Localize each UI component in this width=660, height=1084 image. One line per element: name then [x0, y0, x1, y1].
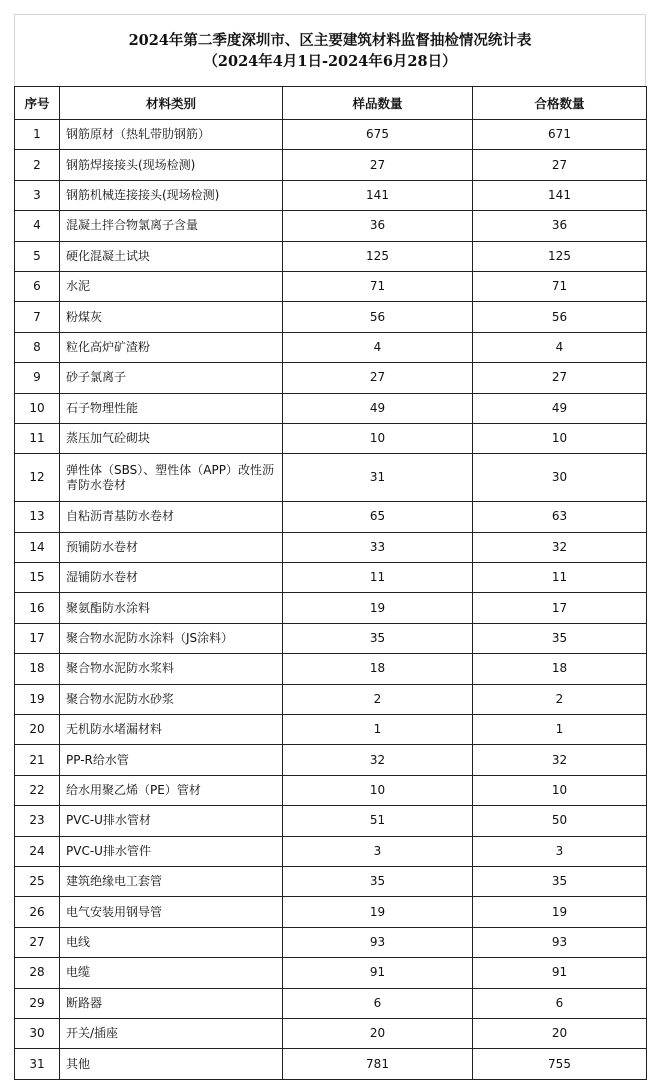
row-no: 22	[15, 775, 60, 805]
row-sample-count: 3	[283, 836, 473, 866]
row-pass-count: 36	[473, 211, 647, 241]
row-no: 21	[15, 745, 60, 775]
row-pass-count: 27	[473, 363, 647, 393]
row-sample-count: 49	[283, 393, 473, 423]
row-sample-count: 27	[283, 363, 473, 393]
row-no: 11	[15, 423, 60, 453]
row-no: 27	[15, 927, 60, 957]
row-pass-count: 30	[473, 454, 647, 502]
table-row	[15, 684, 647, 714]
table-row	[15, 454, 647, 502]
table-row	[15, 1018, 647, 1048]
header-no: 序号	[15, 87, 60, 120]
table-row	[15, 211, 647, 241]
row-no: 15	[15, 563, 60, 593]
row-pass-count: 49	[473, 393, 647, 423]
row-material-name: 开关/插座	[60, 1018, 283, 1048]
row-material-name: 粒化高炉矿渣粉	[60, 332, 283, 362]
row-no: 24	[15, 836, 60, 866]
row-no: 31	[15, 1049, 60, 1079]
row-pass-count: 35	[473, 866, 647, 896]
header-material-category: 材料类别	[60, 87, 283, 120]
row-no: 18	[15, 654, 60, 684]
row-pass-count: 50	[473, 806, 647, 836]
table-row	[15, 623, 647, 653]
row-material-name: 钢筋机械连接接头(现场检测)	[60, 180, 283, 210]
row-material-name: 电缆	[60, 958, 283, 988]
inspection-table	[14, 86, 647, 1080]
table-row	[15, 988, 647, 1018]
row-no: 25	[15, 866, 60, 896]
row-material-name: 石子物理性能	[60, 393, 283, 423]
table-row	[15, 502, 647, 532]
row-material-name: 聚合物水泥防水涂料（JS涂料）	[60, 623, 283, 653]
row-no: 5	[15, 241, 60, 271]
row-sample-count: 19	[283, 593, 473, 623]
table-row	[15, 593, 647, 623]
row-sample-count: 10	[283, 775, 473, 805]
table-row	[15, 120, 647, 150]
row-pass-count: 11	[473, 563, 647, 593]
row-sample-count: 56	[283, 302, 473, 332]
row-material-name: 建筑绝缘电工套管	[60, 866, 283, 896]
row-pass-count: 3	[473, 836, 647, 866]
row-material-name: 混凝土拌合物氯离子含量	[60, 211, 283, 241]
row-sample-count: 32	[283, 745, 473, 775]
row-sample-count: 27	[283, 150, 473, 180]
row-material-name: 预铺防水卷材	[60, 532, 283, 562]
table-row	[15, 715, 647, 745]
table-row	[15, 332, 647, 362]
row-sample-count: 35	[283, 623, 473, 653]
table-row	[15, 836, 647, 866]
row-pass-count: 71	[473, 271, 647, 301]
row-sample-count: 93	[283, 927, 473, 957]
row-sample-count: 91	[283, 958, 473, 988]
row-pass-count: 4	[473, 332, 647, 362]
row-no: 6	[15, 271, 60, 301]
row-no: 16	[15, 593, 60, 623]
row-pass-count: 6	[473, 988, 647, 1018]
row-material-name: 湿铺防水卷材	[60, 563, 283, 593]
page-title: 2024年第二季度深圳市、区主要建筑材料监督抽检情况统计表	[128, 31, 532, 49]
row-sample-count: 10	[283, 423, 473, 453]
row-no: 20	[15, 715, 60, 745]
row-material-name: 其他	[60, 1049, 283, 1079]
row-pass-count: 32	[473, 745, 647, 775]
row-sample-count: 675	[283, 120, 473, 150]
row-material-name: PP-R给水管	[60, 745, 283, 775]
row-material-name: 硬化混凝土试块	[60, 241, 283, 271]
table-row	[15, 150, 647, 180]
table-row	[15, 271, 647, 301]
row-pass-count: 27	[473, 150, 647, 180]
table-body	[15, 120, 647, 1080]
row-no: 28	[15, 958, 60, 988]
row-material-name: 给水用聚乙烯（PE）管材	[60, 775, 283, 805]
row-pass-count: 10	[473, 423, 647, 453]
row-sample-count: 33	[283, 532, 473, 562]
row-material-name: 聚合物水泥防水砂浆	[60, 684, 283, 714]
row-no: 9	[15, 363, 60, 393]
row-pass-count: 91	[473, 958, 647, 988]
row-material-name: 粉煤灰	[60, 302, 283, 332]
row-pass-count: 671	[473, 120, 647, 150]
row-no: 4	[15, 211, 60, 241]
row-material-name: 蒸压加气砼砌块	[60, 423, 283, 453]
row-material-name: PVC-U排水管材	[60, 806, 283, 836]
table-row	[15, 866, 647, 896]
row-no: 3	[15, 180, 60, 210]
row-material-name: 弹性体（SBS）、塑性体（APP）改性沥青防水卷材	[60, 454, 283, 502]
row-pass-count: 1	[473, 715, 647, 745]
row-material-name: 聚氨酯防水涂料	[60, 593, 283, 623]
table-header-row	[15, 87, 647, 120]
row-no: 12	[15, 454, 60, 502]
row-no: 1	[15, 120, 60, 150]
row-no: 7	[15, 302, 60, 332]
row-sample-count: 141	[283, 180, 473, 210]
row-material-name: 水泥	[60, 271, 283, 301]
row-no: 8	[15, 332, 60, 362]
table-row	[15, 958, 647, 988]
table-row	[15, 393, 647, 423]
row-pass-count: 56	[473, 302, 647, 332]
row-sample-count: 19	[283, 897, 473, 927]
table-row	[15, 532, 647, 562]
row-material-name: 钢筋焊接接头(现场检测)	[60, 150, 283, 180]
row-sample-count: 11	[283, 563, 473, 593]
row-pass-count: 20	[473, 1018, 647, 1048]
row-pass-count: 63	[473, 502, 647, 532]
table-row	[15, 654, 647, 684]
header-sample-count: 样品数量	[283, 87, 473, 120]
table-row	[15, 302, 647, 332]
row-sample-count: 36	[283, 211, 473, 241]
row-sample-count: 20	[283, 1018, 473, 1048]
table-row	[15, 241, 647, 271]
row-no: 26	[15, 897, 60, 927]
table-row	[15, 775, 647, 805]
row-no: 14	[15, 532, 60, 562]
row-material-name: 无机防水堵漏材料	[60, 715, 283, 745]
row-sample-count: 35	[283, 866, 473, 896]
row-material-name: 钢筋原材（热轧带肋钢筋）	[60, 120, 283, 150]
row-sample-count: 781	[283, 1049, 473, 1079]
row-sample-count: 2	[283, 684, 473, 714]
row-pass-count: 35	[473, 623, 647, 653]
row-sample-count: 65	[283, 502, 473, 532]
table-row	[15, 423, 647, 453]
row-pass-count: 10	[473, 775, 647, 805]
row-pass-count: 2	[473, 684, 647, 714]
row-sample-count: 125	[283, 241, 473, 271]
title-block	[14, 14, 646, 86]
row-material-name: 电线	[60, 927, 283, 957]
table-row	[15, 1049, 647, 1079]
row-sample-count: 71	[283, 271, 473, 301]
row-pass-count: 32	[473, 532, 647, 562]
row-material-name: 聚合物水泥防水浆料	[60, 654, 283, 684]
table-row	[15, 363, 647, 393]
row-material-name: 电气安装用钢导管	[60, 897, 283, 927]
date-range-subtitle: （2024年4月1日-2024年6月28日）	[203, 52, 457, 70]
row-no: 2	[15, 150, 60, 180]
row-pass-count: 755	[473, 1049, 647, 1079]
row-sample-count: 1	[283, 715, 473, 745]
row-material-name: 砂子氯离子	[60, 363, 283, 393]
row-no: 19	[15, 684, 60, 714]
header-pass-count: 合格数量	[473, 87, 647, 120]
table-row	[15, 563, 647, 593]
row-pass-count: 18	[473, 654, 647, 684]
row-pass-count: 17	[473, 593, 647, 623]
row-sample-count: 51	[283, 806, 473, 836]
table-row	[15, 927, 647, 957]
row-no: 13	[15, 502, 60, 532]
table-row	[15, 180, 647, 210]
row-sample-count: 31	[283, 454, 473, 502]
table-row	[15, 806, 647, 836]
row-material-name: PVC-U排水管件	[60, 836, 283, 866]
row-sample-count: 18	[283, 654, 473, 684]
row-pass-count: 125	[473, 241, 647, 271]
table-row	[15, 897, 647, 927]
row-no: 17	[15, 623, 60, 653]
row-sample-count: 4	[283, 332, 473, 362]
row-sample-count: 6	[283, 988, 473, 1018]
row-no: 30	[15, 1018, 60, 1048]
row-material-name: 自粘沥青基防水卷材	[60, 502, 283, 532]
row-no: 10	[15, 393, 60, 423]
table-row	[15, 745, 647, 775]
row-no: 29	[15, 988, 60, 1018]
row-no: 23	[15, 806, 60, 836]
row-material-name: 断路器	[60, 988, 283, 1018]
row-pass-count: 19	[473, 897, 647, 927]
row-pass-count: 93	[473, 927, 647, 957]
row-pass-count: 141	[473, 180, 647, 210]
